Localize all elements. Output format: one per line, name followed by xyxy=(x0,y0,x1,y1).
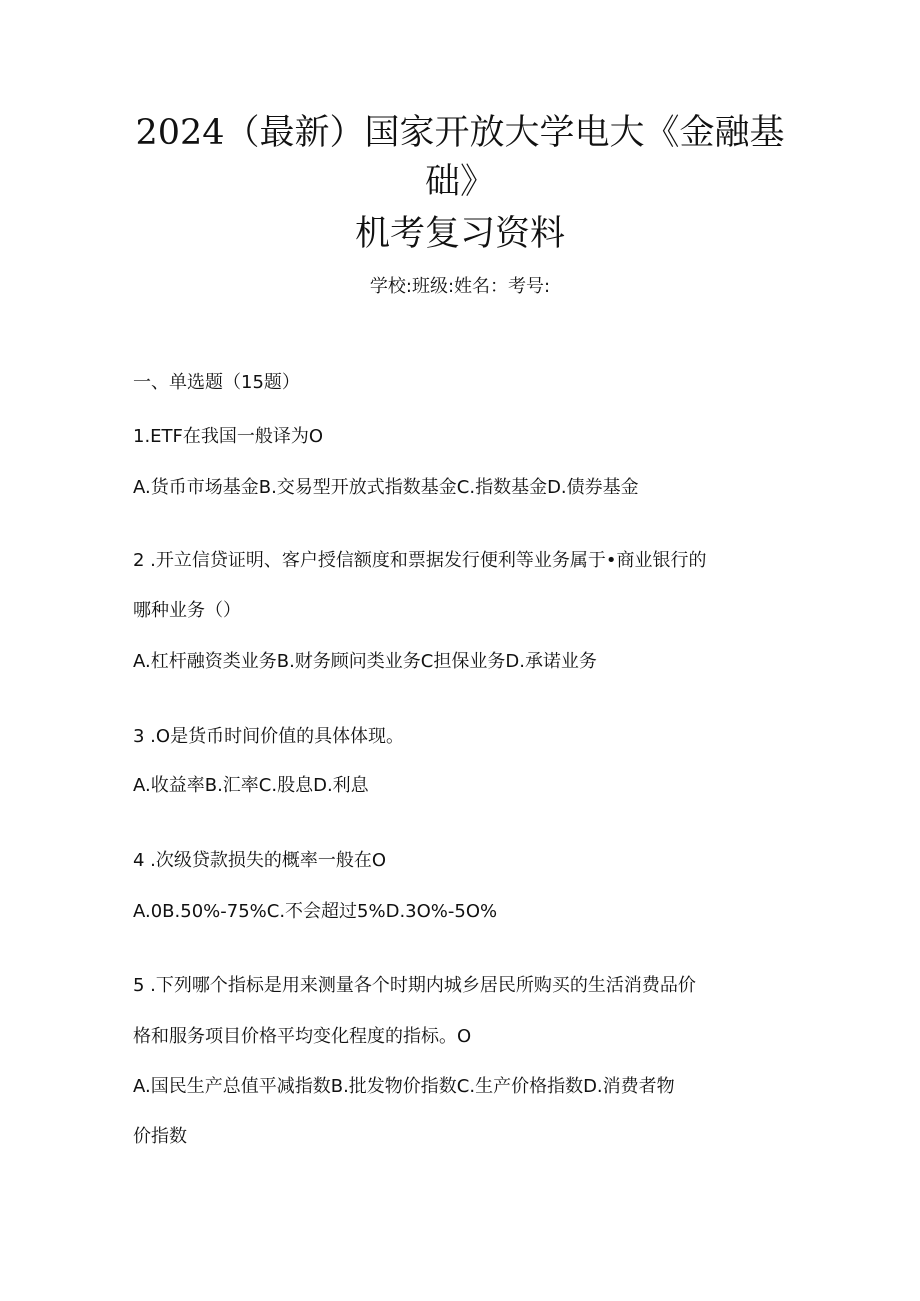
question-1-stem: 1.ETF在我国一般译为O xyxy=(133,426,324,447)
question-3-stem: 3 .O是货币时间价值的具体体现。 xyxy=(133,726,405,747)
question-3-options: A.收益率B.汇率C.股息D.利息 xyxy=(133,775,369,796)
question-5-options-line-1: A.国民生产总值平减指数B.批发物价指数C.生产价格指数D.消费者物 xyxy=(133,1076,675,1097)
question-1-options: A.货币市场基金B.交易型开放式指数基金C.指数基金D.债券基金 xyxy=(133,477,639,498)
student-info-line: 学校:班级:姓名：考号: xyxy=(369,276,551,297)
question-2-stem-line-1: 2 .开立信贷证明、客户授信额度和票据发行便利等业务属于•商业银行的 xyxy=(133,550,707,571)
question-5-stem-line-1: 5 .下列哪个指标是用来测量各个时期内城乡居民所购买的生活消费品价 xyxy=(133,975,696,996)
question-2-stem-line-2: 哪种业务（） xyxy=(133,600,241,621)
question-2-options: A.杠杆融资类业务B.财务顾问类业务C担保业务D.承诺业务 xyxy=(133,651,597,672)
document-title-line-2: 础》 xyxy=(424,162,495,202)
question-5-stem-line-2: 格和服务项目价格平均变化程度的指标。O xyxy=(133,1026,472,1047)
question-4-options: A.0B.50%-75%C.不会超过5%D.3O%-5O% xyxy=(133,901,498,922)
question-5-options-line-2: 价指数 xyxy=(133,1126,187,1147)
document-subtitle: 机考复习资料 xyxy=(354,214,565,254)
question-4-stem: 4 .次级贷款损失的概率一般在O xyxy=(133,850,387,871)
document-title-line-1: 2024（最新）国家开放大学电大《金融基 xyxy=(135,113,785,153)
section-heading: 一、单选题（15题） xyxy=(133,372,300,393)
